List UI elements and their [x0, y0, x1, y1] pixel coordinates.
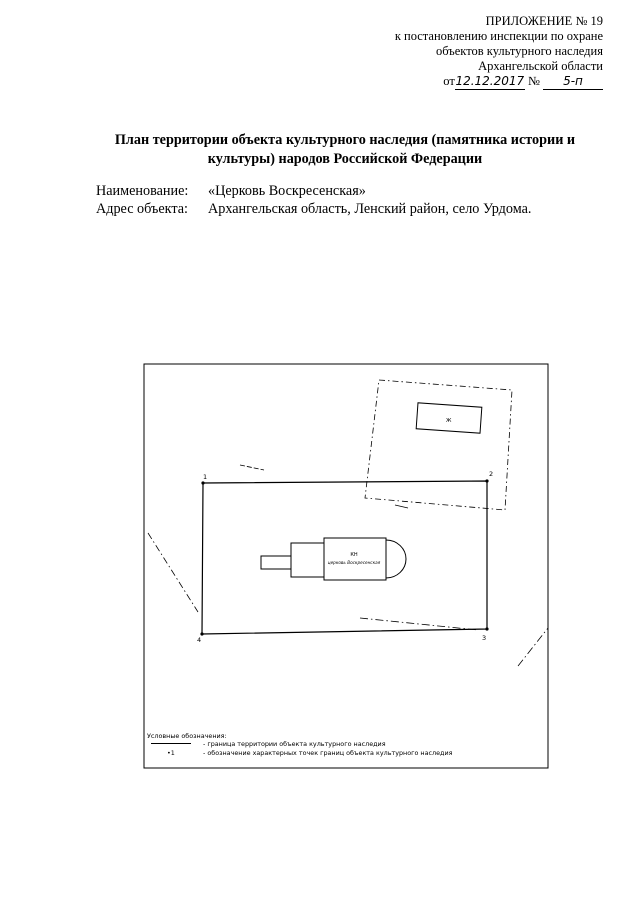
object-name-label: Наименование: [96, 183, 189, 199]
object-address-value: Архангельская область, Ленский район, село Урдома. [208, 201, 532, 217]
number-prefix: № [527, 74, 540, 88]
boundary-point-label: 3 [482, 634, 487, 642]
decree-number: 5-п [543, 74, 603, 90]
object-address-label: Адрес объекта: [96, 201, 188, 217]
boundary-point-label: 2 [489, 470, 494, 478]
legend-boundary-line-symbol [151, 743, 191, 744]
date-prefix: от [443, 74, 455, 88]
legend-item [147, 748, 453, 757]
object-name-value: «Церковь Воскресенская» [208, 183, 366, 199]
title-line: План территории объекта культурного наследия (памятника истории и [114, 132, 576, 148]
church-name: церковь Воскресенская [327, 560, 381, 565]
church-main-volume [324, 538, 386, 580]
legend-item-text: - граница территории объекта культурного наследия [203, 740, 386, 749]
neighbor-building-code: Ж [446, 418, 452, 424]
map-legend [147, 732, 453, 757]
boundary-point [201, 481, 204, 484]
legend-title: Условные обозначения: [147, 732, 227, 740]
boundary-point [485, 479, 488, 482]
dashed-line [148, 533, 198, 612]
appendix-decree-line: Архангельской области [478, 59, 603, 73]
appendix-decree-line: к постановлению инспекции по охране [394, 29, 603, 43]
boundary-point-label: 1 [203, 473, 208, 481]
legend-item-text: - обозначение характерных точек границ объекта культурного наследия [203, 748, 453, 757]
legend-item [147, 740, 386, 749]
legend-point-symbol: •1 [167, 748, 175, 757]
dashed-line [240, 465, 264, 470]
boundary-point [485, 627, 488, 630]
boundary-point-label: 4 [197, 636, 202, 644]
dashed-line [395, 505, 408, 508]
legend-title-row [147, 732, 227, 740]
appendix-number: ПРИЛОЖЕНИЕ № 19 [485, 14, 603, 28]
appendix-decree-line: объектов культурного наследия [436, 44, 603, 58]
church-building [261, 538, 406, 580]
neighbor-plot-boundary [365, 380, 512, 510]
title-line: культуры) народов Российской Федерации [207, 151, 483, 167]
church-bell-tower [261, 556, 291, 569]
church-refectory [291, 543, 324, 577]
dashed-line [518, 628, 548, 666]
decree-date: 12.12.2017 [455, 74, 525, 88]
dashed-line [360, 618, 478, 630]
church-code: КН [350, 552, 358, 558]
church-apse [386, 540, 406, 578]
